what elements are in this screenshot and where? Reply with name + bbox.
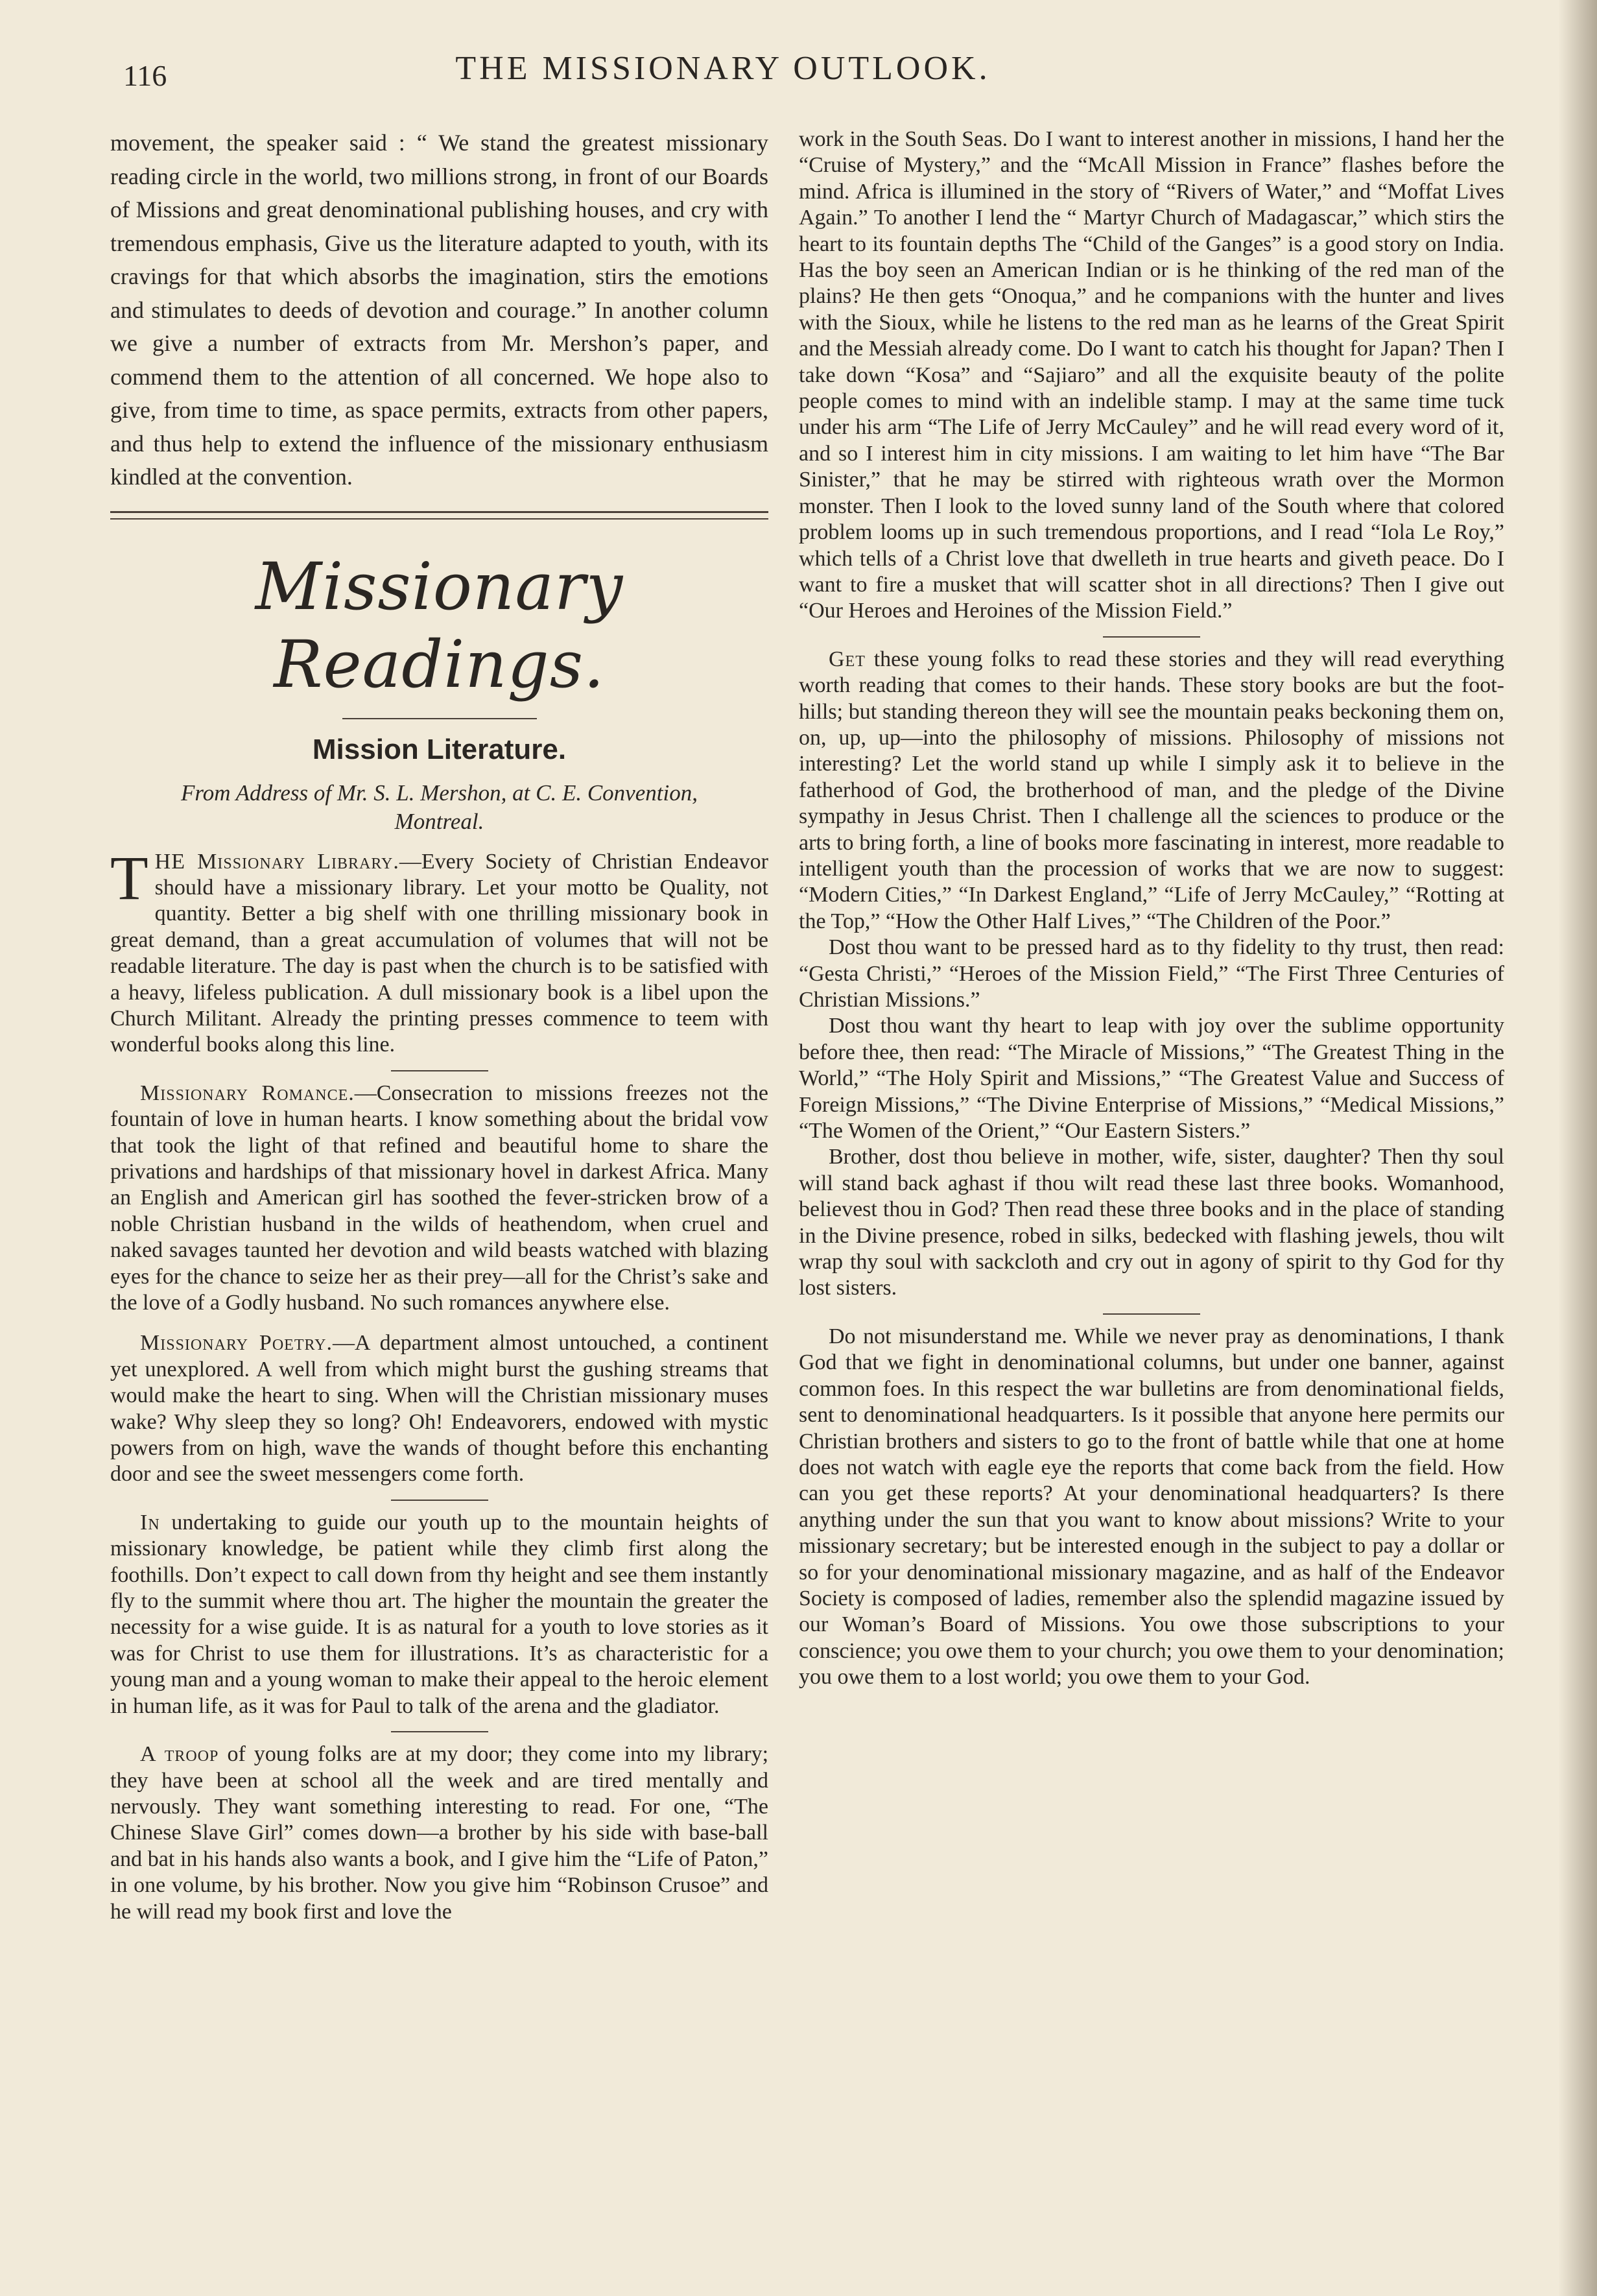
paragraph-guide xyxy=(110,1510,768,1719)
page-number: 116 xyxy=(123,59,167,92)
byline-line: From Address of Mr. S. L. Mershon, at C. E. Convention, xyxy=(181,780,698,806)
paragraph-text: of young folks are at my door; they come into my library; they have been at school all the week and are tired mentally and nervously. They want something interesting to read. For one, “The Chinese Slave Girl” comes down—a brother by his side with base-ball and bat in his hands also wants a book, and I give him the “Life of Paton,” in one volume, by his brother. Now you give him “Robinson Crusoe” and he will read my book first and love the xyxy=(110,1742,769,1924)
paragraph-divider xyxy=(1103,636,1200,638)
paragraph-final: Do not misunderstand me. While we never pray as denominations, I thank God that we fight in denominational columns, but under one banner, against common foes. In this respect the war bulletins are from denominational fields, sent to denominational headquarters. Is it possible that anyone here permits our Christian brothers and sisters to go to the front of battle while that one at home does not watch with eagle eye the reports that come back from the field. How can you get these reports? At your denominational headquarters? Is there anything under the sun that you want to know about missions? Write to your missionary secretary; but be interested enough in the subject to pay a dollar or so for your denominational missionary magazine, and as half of the Endeavor Society is composed of ladies, remember also the splendid magazine issued by our Woman’s Board of Missions. You owe those subscriptions to your conscience; you owe them to your church; you owe them to your denomination; you owe them to a lost world; you owe them to your God. xyxy=(799,1324,1504,1690)
right-column xyxy=(799,126,1504,1691)
paragraph-text: these young folks to read these stories and they will read everything worth reading that comes to their hands. These story books are but the foot-hills; but standing thereon they will see the mountain peaks beckoning them on, on, up, up—into the philosophy of missions. Philosophy of missions not interesting? Let the world stand up while I simply ask it to believe in the fatherhood of God, the brotherhood of man, and the pledge of the Divine sympathy in Jesus Christ. Then I challenge all the sciences to produce or the arts to bring forth, a line of books more fascinating in interest, more readable to intelligent youth than the procession of works that we are now to suggest: “Modern Cities,” “In Darkest England,” “Life of Jerry McCauley,” “Rotting at the Top,” “How the Other Half Lives,” “The Children of the Poor.” xyxy=(799,647,1504,933)
heading-underline xyxy=(342,718,537,719)
paragraph-text: —A department almost untouched, a continent yet unexplored. A well from which might burst the gushing streams that would make the heart to sing. When will the Christian missionary muses wake? Why sleep they so long? Oh! Endeavorers, endowed with mystic powers from on high, wave the wands of thought before this enchanting door and see the sweet messengers come forth. xyxy=(110,1331,768,1487)
paragraph-poetry xyxy=(110,1330,768,1487)
intro-paragraph: movement, the speaker said : “ We stand the greatest missionary reading circle in the world, two millions strong, in front of our Boards of Missions and great denominational publishing houses, and cry with tremendous emphasis, Give us the literature adapted to youth, with its cravings for that which absorbs the imagination, stirs the emotions and stimulates to deeds of devotion and courage.” In another column we give a number of extracts from Mr. Mershon’s paper, and commend them to the attention of all concerned. We hope also to give, from time to time, as space permits, extracts from other papers, and thus help to extend the influence of the missionary enthusiasm kindled at the convention. xyxy=(110,130,768,490)
paragraph-lead: HE Missionary Library. xyxy=(154,849,399,874)
byline-line: Montreal. xyxy=(394,808,484,834)
paragraph-divider xyxy=(391,1500,488,1501)
page-edge-shadow xyxy=(1558,0,1597,2296)
paragraph-dost-2: Dost thou want thy heart to leap with joy over the sublime opportunity before thee, then read: “The Miracle of Missions,” “The Greatest Thing in the World,” “The Holy Spirit and Missions,” “The Greatest Value and Success of Foreign Missions,” “The Divine Enterprise of Missions,” “Medical Missions,” “The Women of the Orient,” “Our Eastern Sisters.” xyxy=(799,1014,1504,1143)
paragraph-dost-1: Dost thou want to be pressed hard as to thy fidelity to thy trust, then read: “Gesta Christi,” “Heroes of the Mission Field,” “The First Three Centuries of Christian Missions.” xyxy=(799,935,1504,1012)
paragraph-divider xyxy=(391,1070,488,1071)
paragraph-divider xyxy=(1103,1313,1200,1315)
page-header xyxy=(123,47,1323,92)
paragraph-library xyxy=(110,843,769,1058)
paragraph-text: —Consecration to missions freezes not the fountain of love in human hearts. I know something about the bridal vow that took the light of that refined and beautiful home to share the privations and hardships of that missionary hovel in darkest Africa. Many an English and American girl has soothed the fever-stricken brow of a noble Christian husband in the wilds of heathendom, when cruel and naked savages taunted her devotion and wild beasts watched with blazing eyes for the chance to seize her as their prey—all for the Christ’s sake and the love of a Godly husband. No such romances anywhere else. xyxy=(110,1081,768,1315)
article-byline xyxy=(110,779,768,836)
paragraph-divider xyxy=(391,1731,488,1732)
paragraph-lead: Get xyxy=(829,647,866,671)
left-column xyxy=(110,126,768,1925)
article-title: Mission Literature. xyxy=(312,733,567,765)
paragraph-text: —Every Society of Christian Endeavor should have a missionary library. Let your motto be Quality, not quantity. Better a big shelf with one thrilling missionary book in great demand, than a great accumulation of volumes that will not be readable literature. The day is past when the church is to be satisfied with a heavy, lifeless publication. A dull missionary book is a libel upon the Church Militant. Already the printing presses commence to teem with wonderful books along this line. xyxy=(110,849,769,1057)
paragraph-work: work in the South Seas. Do I want to interest another in missions, I hand her the “Cruise of Mystery,” and the “McAll Mission in France” flashes before the mind. Africa is illumined in the story of “Rivers of Water,” and “Moffat Lives Again.” To another I lend the “ Martyr Church of Madagascar,” which stirs the heart to its fountain depths The “Child of the Ganges” is a good story on India. Has the boy seen an American Indian or is he thinking of the red man of the plains? He then gets “Onoqua,” and he companions with the hunter and lives with the Sioux, while he listens to the red man as he learns of the Great Spirit and the Messiah already come. Do I want to catch his thought for Japan? Then I take down “Kosa” and “Sajiaro” and all the exquisite beauty of the polite people comes to mind with an indelible stamp. I may at the same time tuck under his arm “The Life of Jerry McCauley” and he will read every word of it, and so I interest him in city missions. I am waiting to let him have “The Bar Sinister,” that he may be stirred with righteous wrath over the Mormon monster. Then I look to the loved sunny land of the South where that colored problem looms up in such tremendous proportions, and I read “Iola Le Roy,” which tells of a Christ love that dwelleth in true hearts and giveth peace. Do I want to fire a musket that will scatter shot in all directions? Then I give out “Our Heroes and Heroines of the Mission Field.” xyxy=(799,127,1504,623)
double-rule-divider xyxy=(110,511,768,520)
paragraph-text: undertaking to guide our youth up to the mountain heights of missionary knowledge, be patient while they climb first along the foothills. Don’t expect to call down from thy height and see them instantly fly to the summit where thou art. The higher the mountain the greater the necessity for a wise guide. It is as natural for a youth to love stories as it was for Christ to use them for illustrations. It’s as characteristic for a young man and a young woman to make their appeal to the heroic element in human life, as it was for Paul to talk of the arena and the gladiator. xyxy=(110,1510,768,1718)
paragraph-get xyxy=(799,647,1504,935)
paragraph-romance xyxy=(110,1081,768,1317)
paragraph-lead: Missionary Poetry. xyxy=(140,1331,333,1356)
paragraph-lead: A troop xyxy=(140,1742,219,1767)
paragraph-lead: In xyxy=(140,1510,160,1535)
journal-title: THE MISSIONARY OUTLOOK. xyxy=(455,50,991,87)
paragraph-brother: Brother, dost thou believe in mother, wife, sister, daughter? Then thy soul will stand back aghast if thou wilt read these last three books. Womanhood, believest thou in God? Then read these three books and in the place of standing in the Divine presence, robed in silks, bedecked with flashing jewels, thou wilt wrap thy soul with sackcloth and cry out in agony of spirit to thy God for thy lost sisters. xyxy=(799,1145,1504,1300)
paragraph-lead: Missionary Romance. xyxy=(140,1081,355,1105)
paragraph-troop xyxy=(110,1741,768,1925)
section-heading: Missionary Readings. xyxy=(255,548,624,702)
drop-cap: T xyxy=(110,843,148,913)
